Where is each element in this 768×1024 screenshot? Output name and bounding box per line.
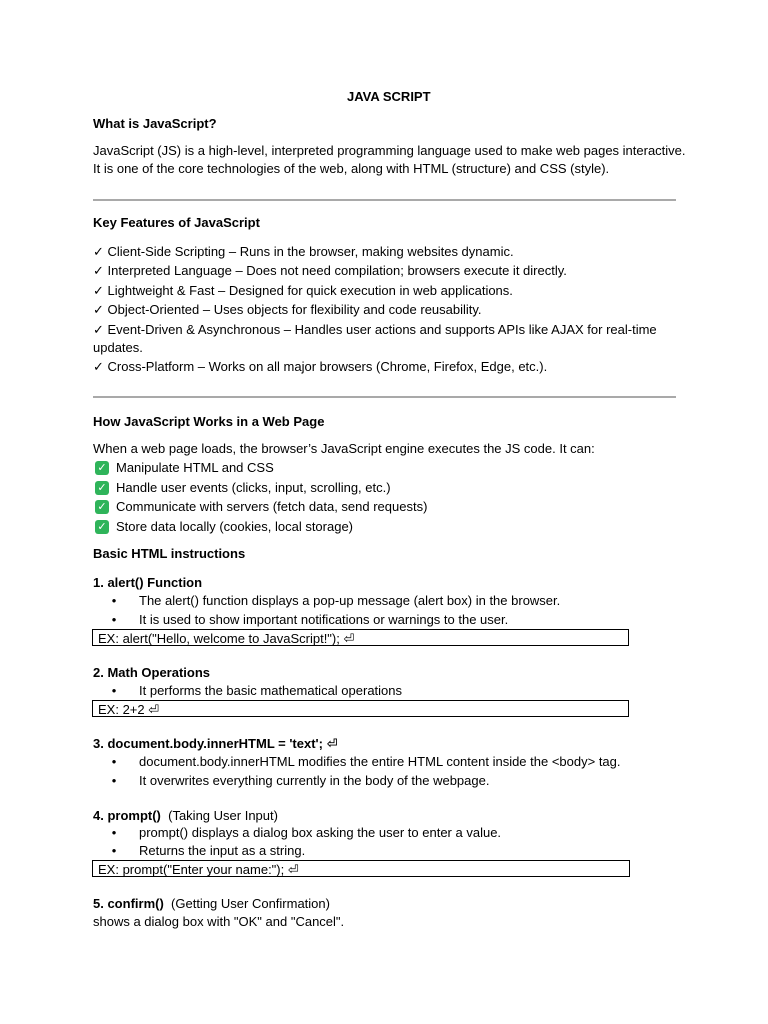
section-1-bullet: It is used to show important notifications or warnings to the user. (139, 612, 509, 627)
divider (93, 199, 676, 201)
feature-item: ✓ Cross-Platform – Works on all major browsers (Chrome, Firefox, Edge, etc.). (93, 359, 548, 374)
bullet-icon: • (111, 773, 117, 788)
page-title: JAVA SCRIPT (347, 89, 431, 104)
check-icon: ✓ (95, 520, 109, 534)
how-intro: When a web page loads, the browser’s JavaScript engine executes the JS code. It can: (93, 441, 595, 456)
section-4-subtitle: (Taking User Input) (168, 808, 278, 823)
section-4-heading (93, 807, 278, 824)
bullet-icon: • (111, 754, 117, 769)
bullet-icon: • (111, 612, 117, 627)
what-heading: What is JavaScript? (93, 116, 217, 131)
check-icon: ✓ (95, 481, 109, 495)
divider (93, 396, 676, 398)
section-5-text: shows a dialog box with "OK" and "Cancel". (93, 914, 345, 929)
section-4-bullet: prompt() displays a dialog box asking the user to enter a value. (139, 825, 502, 840)
feature-item: ✓ Interpreted Language – Does not need compilation; browsers execute it directly. (93, 263, 567, 278)
features-heading: Key Features of JavaScript (93, 215, 260, 230)
section-3-bullet: document.body.innerHTML modifies the entire HTML content inside the <body> tag. (139, 754, 621, 769)
section-2-bullet: It performs the basic mathematical operations (139, 683, 403, 698)
feature-item: ✓ Client-Side Scripting – Runs in the browser, making websites dynamic. (93, 244, 514, 259)
how-item: Communicate with servers (fetch data, send requests) (116, 499, 428, 514)
what-paragraph-line: It is one of the core technologies of the web, along with HTML (structure) and CSS (style). (93, 161, 610, 176)
basic-heading: Basic HTML instructions (93, 546, 246, 561)
how-item: Handle user events (clicks, input, scrolling, etc.) (116, 480, 391, 495)
check-icon: ✓ (95, 461, 109, 475)
section-5-subtitle: (Getting User Confirmation) (171, 896, 330, 911)
how-item: Manipulate HTML and CSS (116, 460, 274, 475)
section-1-title: 1. alert() Function (93, 575, 203, 590)
section-4-bullet: Returns the input as a string. (139, 843, 306, 858)
feature-item: ✓ Event-Driven & Asynchronous – Handles user actions and supports APIs like AJAX for real-time (93, 322, 657, 337)
check-icon: ✓ (95, 500, 109, 514)
how-item: Store data locally (cookies, local storage) (116, 519, 354, 534)
bullet-icon: • (111, 843, 117, 858)
section-4-example: EX: prompt("Enter your name:"); ⏎ (92, 860, 630, 877)
feature-item-continuation: updates. (93, 340, 143, 355)
section-5-heading (93, 895, 330, 912)
section-5-title: 5. confirm() (93, 896, 164, 911)
section-2-title: 2. Math Operations (93, 665, 211, 680)
section-3-title: 3. document.body.innerHTML = 'text'; ⏎ (93, 736, 338, 751)
what-paragraph-line: JavaScript (JS) is a high-level, interpreted programming language used to make web pages interactive. (93, 143, 686, 158)
section-2-example: EX: 2+2 ⏎ (92, 700, 629, 717)
section-1-bullet: The alert() function displays a pop-up message (alert box) in the browser. (139, 593, 561, 608)
feature-item: ✓ Lightweight & Fast – Designed for quick execution in web applications. (93, 283, 513, 298)
section-3-bullet: It overwrites everything currently in the body of the webpage. (139, 773, 490, 788)
section-4-title: 4. prompt() (93, 808, 161, 823)
section-1-example: EX: alert("Hello, welcome to JavaScript!"); ⏎ (92, 629, 629, 646)
how-heading: How JavaScript Works in a Web Page (93, 414, 325, 429)
feature-item: ✓ Object-Oriented – Uses objects for flexibility and code reusability. (93, 302, 482, 317)
bullet-icon: • (111, 593, 117, 608)
bullet-icon: • (111, 683, 117, 698)
bullet-icon: • (111, 825, 117, 840)
